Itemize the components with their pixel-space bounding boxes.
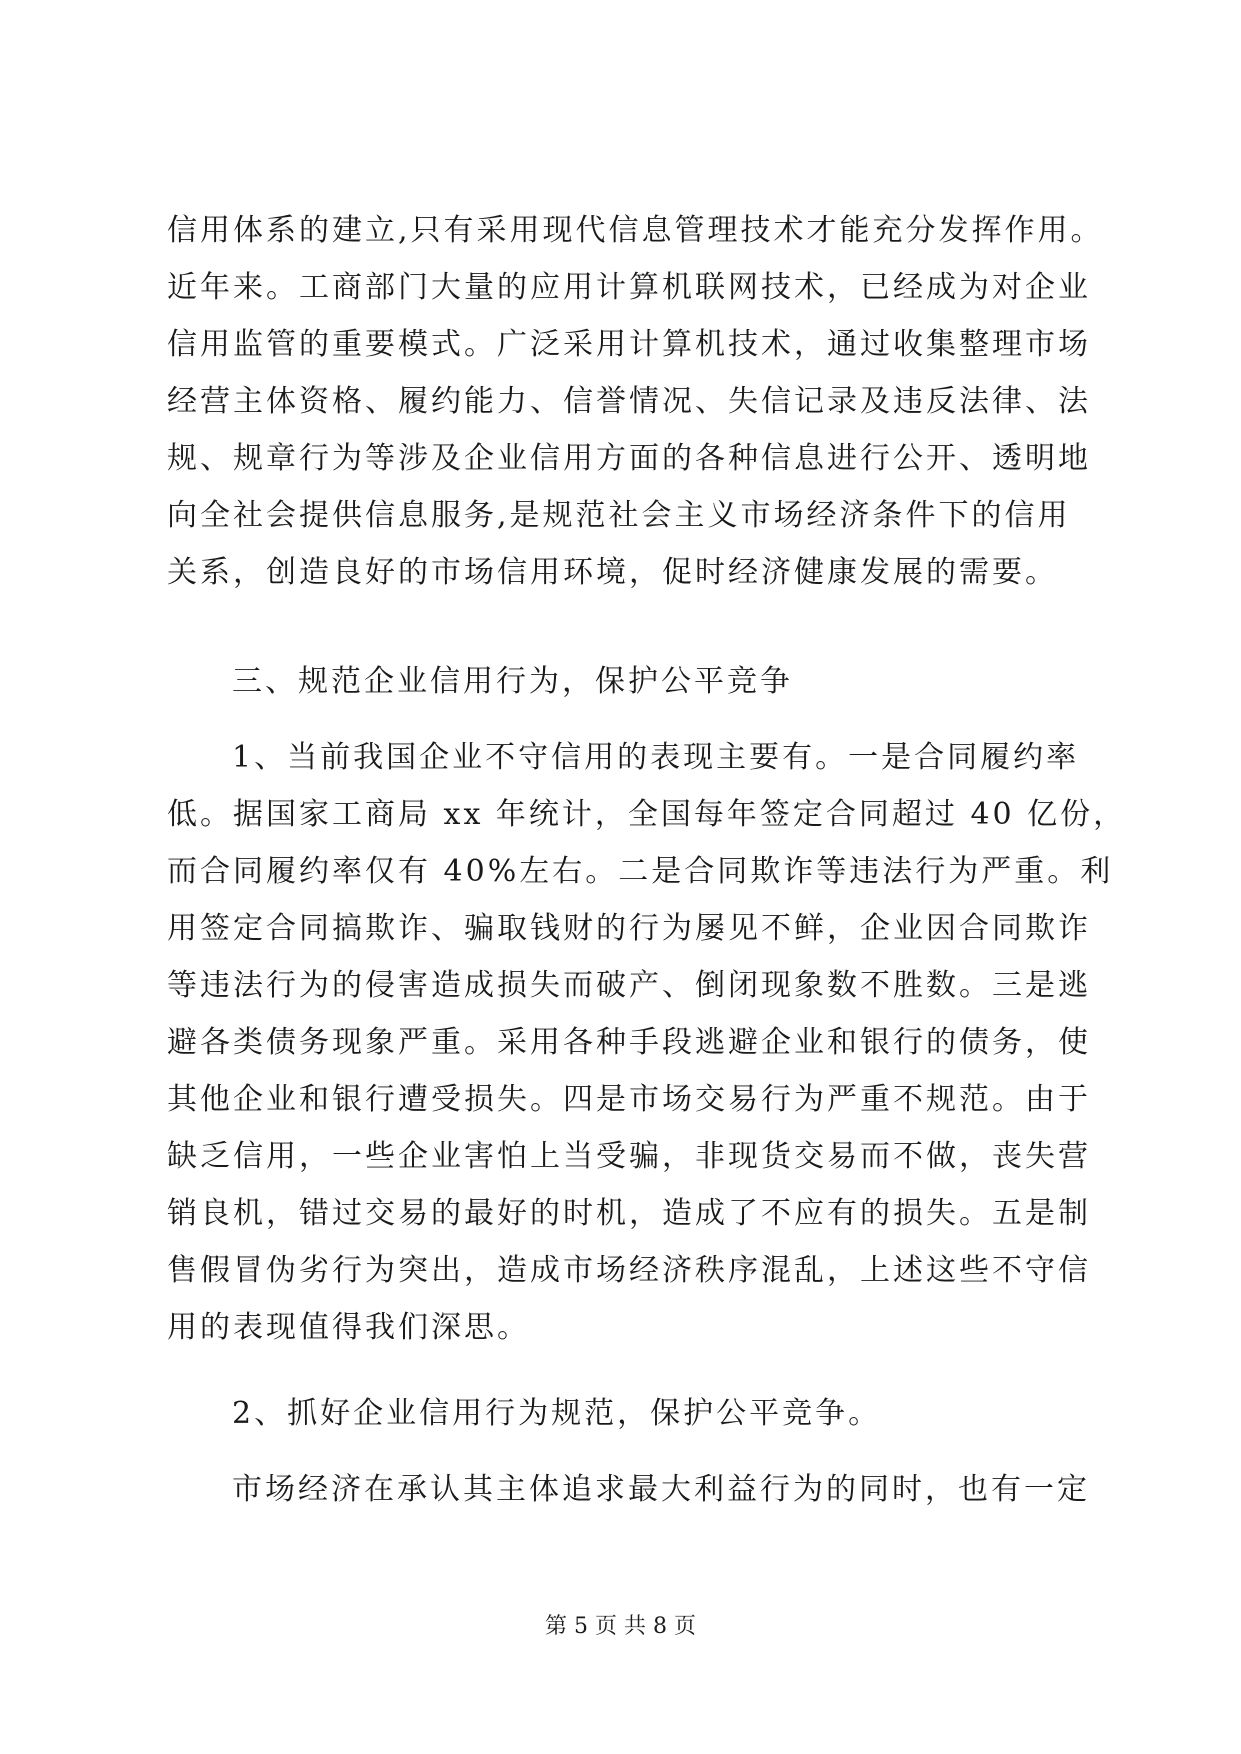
paragraph-line: 用签定合同搞欺诈、骗取钱财的行为屡见不鲜，企业因合同欺诈 [167,911,1091,946]
paragraph-line: 避各类债务现象严重。采用各种手段逃避企业和银行的债务，使 [167,1025,1091,1060]
subsection-heading: 2、抓好企业信用行为规范，保护公平竞争。 [232,1396,882,1431]
paragraph-line: 规、规章行为等涉及企业信用方面的各种信息进行公开、透明地 [167,441,1091,476]
paragraph-line: 而合同履约率仅有 40%左右。二是合同欺诈等违法行为严重。利 [167,854,1114,889]
paragraph-line: 销良机，错过交易的最好的时机，造成了不应有的损失。五是制 [167,1196,1091,1231]
paragraph-line: 信用监管的重要模式。广泛采用计算机技术，通过收集整理市场 [167,327,1091,362]
paragraph-line: 市场经济在承认其主体追求最大利益行为的同时，也有一定 [232,1472,1090,1507]
section-heading: 三、规范企业信用行为，保护公平竞争 [232,664,793,699]
paragraph-line: 近年来。工商部门大量的应用计算机联网技术，已经成为对企业 [167,270,1091,305]
paragraph-line: 等违法行为的侵害造成损失而破产、倒闭现象数不胜数。三是逃 [167,968,1091,1003]
paragraph-line: 1、当前我国企业不守信用的表现主要有。一是合同履约率 [232,740,1080,775]
paragraph-line: 售假冒伪劣行为突出，造成市场经济秩序混乱，上述这些不守信 [167,1253,1091,1288]
page-footer: 第 5 页 共 8 页 [545,1614,696,1639]
paragraph-line: 关系，创造良好的市场信用环境，促时经济健康发展的需要。 [167,555,1058,590]
paragraph-line: 信用体系的建立,只有采用现代信息管理技术才能充分发挥作用。 [167,213,1104,248]
paragraph-line: 向全社会提供信息服务,是规范社会主义市场经济条件下的信用 [167,498,1071,533]
paragraph-line: 经营主体资格、履约能力、信誉情况、失信记录及违反法律、法 [167,384,1091,419]
paragraph-line: 低。据国家工商局 xx 年统计，全国每年签定合同超过 40 亿份， [167,797,1127,832]
paragraph-line: 缺乏信用，一些企业害怕上当受骗，非现货交易而不做，丧失营 [167,1139,1091,1174]
paragraph-line: 其他企业和银行遭受损失。四是市场交易行为严重不规范。由于 [167,1082,1091,1117]
paragraph-line: 用的表现值得我们深思。 [167,1310,530,1345]
